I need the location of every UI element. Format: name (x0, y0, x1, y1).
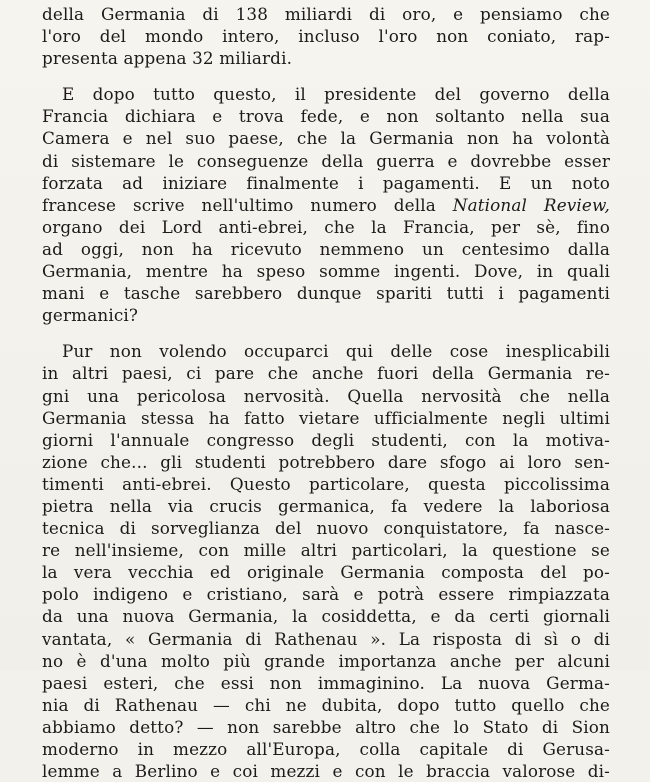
text-line: zione che... gli studenti potrebbero dare sfogo ai loro sen- (42, 451, 610, 472)
text-line: gni una pericolosa nervosità. Quella nervosità che nella (42, 385, 610, 406)
paragraph-2 (42, 83, 610, 326)
text-line: giorni l'annuale congresso degli studenti, con la motiva- (42, 429, 610, 450)
text-line: della Germania di 138 miliardi di oro, e pensiamo che (42, 4, 610, 24)
text-line (42, 194, 610, 216)
text-column (42, 3, 610, 782)
text-line: organo dei Lord anti-ebrei, che la Francia, per sè, fino (42, 216, 610, 237)
text-line: Germania stessa ha fatto vietare ufficialmente negli ultimi (42, 407, 610, 428)
text-line: Francia dichiara e trova fede, e non soltanto nella sua (42, 106, 610, 127)
text-line: tecnica di sorveglianza del nuovo conquistatore, fa nasce- (42, 518, 610, 539)
text-line: pietra nella via crucis germanica, fa vedere la laboriosa (42, 495, 610, 516)
text-line: paesi esteri, che essi non immaginino. La nuova Germa- (42, 672, 610, 693)
text-line: forzata ad iniziare finalmente i pagamenti. E un noto (42, 172, 610, 193)
text-line: in altri paesi, ci pare che anche fuori della Germania re- (42, 363, 610, 384)
text-line: la vera vecchia ed originale Germania composta del po- (42, 562, 610, 583)
text-line: moderno in mezzo all'Europa, colla capitale di Gerusa- (42, 739, 610, 759)
text-line: ad oggi, non ha ricevuto nemmeno un centesimo dalla (42, 238, 610, 259)
text-line: E dopo tutto questo, il presidente del governo della (62, 84, 610, 105)
text-line: germanici? (42, 305, 139, 326)
text-line: abbiamo detto? — non sarebbe altro che lo Stato di Sion (42, 716, 610, 737)
italic-title: National Review, (452, 194, 611, 215)
text-line: Camera e nel suo paese, che la Germania non ha volontà (42, 128, 610, 149)
text-fragment: francese scrive nell'ultimo numero della (42, 194, 436, 215)
text-line: lemme a Berlino e coi mezzi e con le braccia valorose di- (42, 761, 610, 782)
text-line: nia di Rathenau — chi ne dubita, dopo tutto quello che (42, 694, 610, 715)
text-line: no è d'una molto più grande importanza anche per alcuni (42, 650, 610, 671)
text-line: di sistemare le conseguenze della guerra e dovrebbe esser (42, 150, 610, 171)
paragraph-1 (42, 3, 610, 69)
text-line: vantata, « Germania di Rathenau ». La risposta di sì o di (42, 628, 610, 649)
text-line: da una nuova Germania, la cosiddetta, e da certi giornali (42, 606, 610, 627)
text-line: l'oro del mondo intero, incluso l'oro non coniato, rap- (42, 26, 610, 47)
text-line: polo indigeno e cristiano, sarà e potrà essere rimpiazzata (42, 584, 610, 605)
text-line: Germania, mentre ha speso somme ingenti. Dove, in quali (42, 261, 610, 282)
text-line: Pur non volendo occuparci qui delle cose inesplicabili (62, 341, 610, 362)
text-line: mani e tasche sarebbero dunque spariti tutti i pagamenti (42, 283, 610, 304)
text-line: re nell'insieme, con mille altri particolari, la questione se (42, 540, 610, 561)
text-line: timenti anti-ebrei. Questo particolare, questa piccolissima (42, 473, 610, 494)
text-line: presenta appena 32 miliardi. (42, 48, 293, 69)
paragraph-3 (42, 340, 610, 782)
